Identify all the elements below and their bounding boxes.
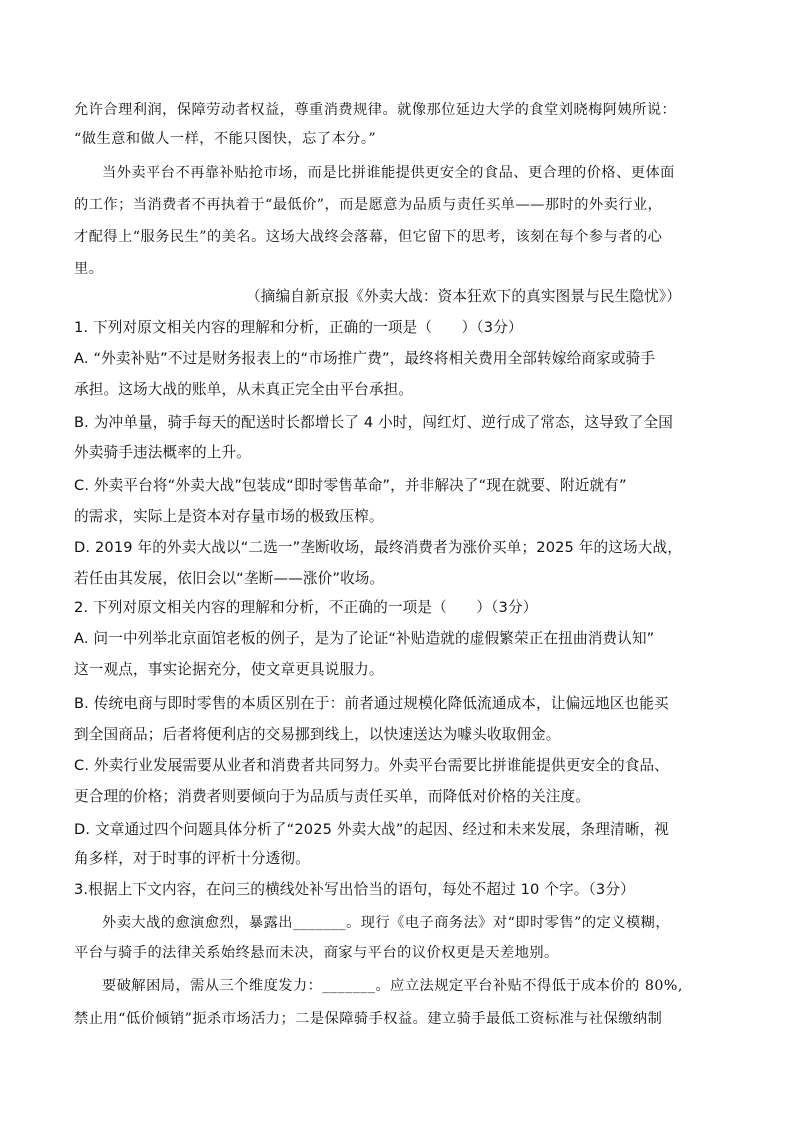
question-1-option-b-line-2: 外卖骑手违法概率的上升。 (74, 444, 251, 461)
question-1-option-a-line-1: A. “外卖补贴”不过是财务报表上的“市场推广费”，最终将相关费用全部转嫁给商家或骑手 (74, 350, 656, 367)
question-1-stem: 1. 下列对原文相关内容的理解和分析，正确的一项是（ ）（3分） (74, 319, 523, 336)
question-2-option-c-line-2: 更合理的价格；消费者则要倾向于为品质与责任买单，而降低对价格的关注度。 (74, 788, 591, 805)
article-source: （摘编自新京报《外卖大战：资本狂欢下的真实图景与民生隐忧》） (246, 288, 682, 305)
question-1-option-d-line-2: 若任由其发展，依旧会以“垄断——涨价”收场。 (74, 570, 385, 587)
question-3-paragraph-1-line-1: 外卖大战的愈演愈烈，暴露出_______。现行《电子商务法》对“即时零售”的定义模糊， (102, 915, 671, 931)
question-1-option-d-line-1: D. 2019 年的外卖大战以“二选一”垄断收场，最终消费者为涨价买单；2025 年的这场大战， (74, 539, 682, 556)
article-paragraph-2-line-3: 才配得上“服务民生”的美名。这场大战终会落幕，但它留下的思考，该刻在每个参与者的心 (74, 229, 663, 245)
question-2-option-c-line-1: C. 外卖行业发展需要从业者和消费者共同努力。外卖平台需要比拼谁能提供更安全的食品、 (74, 757, 669, 774)
article-paragraph-1-line-2: “做生意和做人一样，不能只图快，忘了本分。” (74, 131, 377, 147)
question-2-option-b-line-2: 到全国商品；后者将便利店的交易挪到线上，以快速送达为噱头收取佣金。 (74, 726, 561, 743)
question-3-paragraph-2-line-2: 禁止用“低价倾销”扼杀市场活力；二是保障骑手权益。建立骑手最低工资标准与社保缴纳制 (74, 1011, 663, 1027)
question-2-option-a-line-1: A. 问一中列举北京面馆老板的例子，是为了论证“补贴造就的虚假繁荣正在扭曲消费认知” (74, 630, 655, 647)
question-1-option-b-line-1: B. 为冲单量，骑手每天的配送时长都增长了 4 小时，闯红灯、逆行成了常态，这导致了全国 (74, 414, 674, 431)
question-2-option-b-line-1: B. 传统电商与即时零售的本质区别在于：前者通过规模化降低流通成本，让偏远地区也能买 (74, 695, 669, 712)
question-2-option-d-line-1: D. 文章通过四个问题具体分析了“2025 外卖大战”的起因、经过和未来发展，条理清晰，视 (74, 821, 669, 838)
question-3-stem: 3.根据上下文内容，在问三的横线处补写出恰当的语句，每处不超过 10 个字。（3分） (74, 881, 635, 898)
question-1-option-c-line-1: C. 外卖平台将“外卖大战”包装成“即时零售革命”，并非解决了“现在就要、附近就有” (74, 477, 627, 494)
article-paragraph-1-line-1: 允许合理利润，保障劳动者权益，尊重消费规律。就像那位延边大学的食堂刘晓梅阿姨所说： (74, 102, 677, 118)
question-3-paragraph-1-line-2: 平台与骑手的法律关系始终悬而未决，商家与平台的议价权更是天差地别。 (74, 945, 559, 961)
question-2-option-d-line-2: 角多样，对于时事的评析十分透彻。 (74, 850, 310, 867)
question-3-paragraph-2-line-1: 要破解困局，需从三个维度发力：_______。应立法规定平台补贴不得低于成本价的 80%, (102, 978, 683, 994)
article-paragraph-2-line-4: 里。 (74, 261, 104, 277)
article-paragraph-2-line-1: 当外卖平台不再靠补贴抢市场，而是比拼谁能提供更安全的食品、更合理的价格、更体面 (102, 165, 675, 181)
question-2-stem: 2. 下列对原文相关内容的理解和分析，不正确的一项是（ ）（3分） (74, 599, 538, 616)
question-2-option-a-line-2: 这一观点，事实论据充分，使文章更具说服力。 (74, 661, 384, 678)
question-1-option-a-line-2: 承担。这场大战的账单，从未真正完全由平台承担。 (74, 381, 414, 398)
question-1-option-c-line-2: 的需求，实际上是资本对存量市场的极致压榨。 (74, 508, 384, 525)
article-paragraph-2-line-2: 的工作；当消费者不再执着于“最低价”，而是愿意为品质与责任买单——那时的外卖行业， (74, 197, 663, 213)
